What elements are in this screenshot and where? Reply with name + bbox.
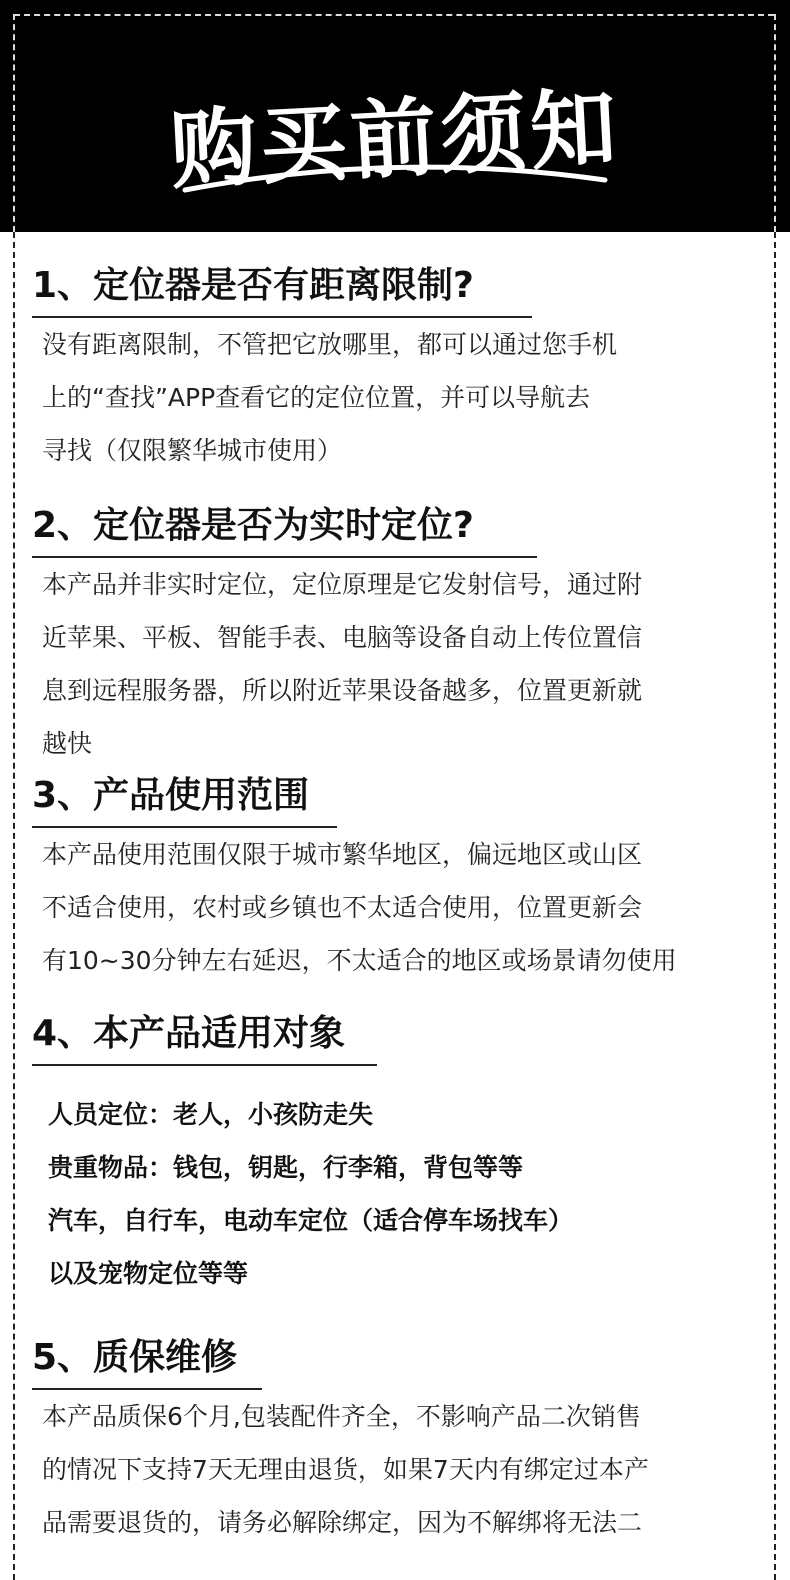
title-underline: [32, 1064, 377, 1066]
section-line: 没有距离限制，不管把它放哪里，都可以通过您手机: [42, 330, 618, 359]
section-line: 人员定位：老人，小孩防走失: [48, 1100, 374, 1129]
section-line: 本产品质保6个月,包装配件齐全，不影响产品二次销售: [42, 1402, 641, 1431]
section-title: 4、本产品适用对象: [32, 1013, 346, 1054]
page-title: 购买前须知: [168, 78, 623, 202]
section-line: 寻找（仅限繁华城市使用）: [42, 436, 343, 465]
section-title: 1、定位器是否有距离限制?: [32, 265, 474, 306]
section-realtime-location: [32, 502, 762, 770]
title-swoosh-decoration: [180, 150, 610, 200]
header-banner: [0, 0, 790, 232]
section-line: 本产品使用范围仅限于城市繁华地区，偏远地区或山区: [42, 840, 643, 869]
section-line: 不适合使用，农村或乡镇也不太适合使用，位置更新会: [42, 893, 643, 922]
section-target-users: [32, 1010, 762, 1300]
section-line: 近苹果、平板、智能手表、电脑等设备自动上传位置信: [42, 623, 643, 652]
section-line: 本产品并非实时定位，定位原理是它发射信号，通过附: [42, 570, 643, 599]
section-line: 汽车，自行车，电动车定位（适合停车场找车）: [48, 1206, 574, 1235]
section-title: 2、定位器是否为实时定位?: [32, 505, 474, 546]
section-line: 的情况下支持7天无理由退货，如果7天内有绑定过本产: [42, 1455, 649, 1484]
section-line: 品需要退货的，请务必解除绑定，因为不解绑将无法二: [42, 1508, 643, 1537]
section-warranty: [32, 1334, 762, 1549]
section-line: 越快: [42, 729, 93, 758]
section-line: 息到远程服务器，所以附近苹果设备越多，位置更新就: [42, 676, 643, 705]
page-dashed-border-right: [774, 232, 776, 1580]
section-distance-limit: [32, 262, 762, 477]
section-title: 5、质保维修: [32, 1337, 238, 1378]
section-line: 有10~30分钟左右延迟，不太适合的地区或场景请勿使用: [42, 946, 677, 975]
section-line: 上的“查找”APP查看它的定位位置，并可以导航去: [42, 383, 591, 412]
section-title: 3、产品使用范围: [32, 775, 310, 816]
header-dashed-border-top: [14, 14, 774, 16]
section-line: 贵重物品：钱包，钥匙，行李箱，背包等等: [48, 1153, 524, 1182]
section-usage-scope: [32, 772, 762, 987]
page-dashed-border-left: [13, 232, 15, 1580]
section-line: 以及宠物定位等等: [48, 1259, 249, 1288]
